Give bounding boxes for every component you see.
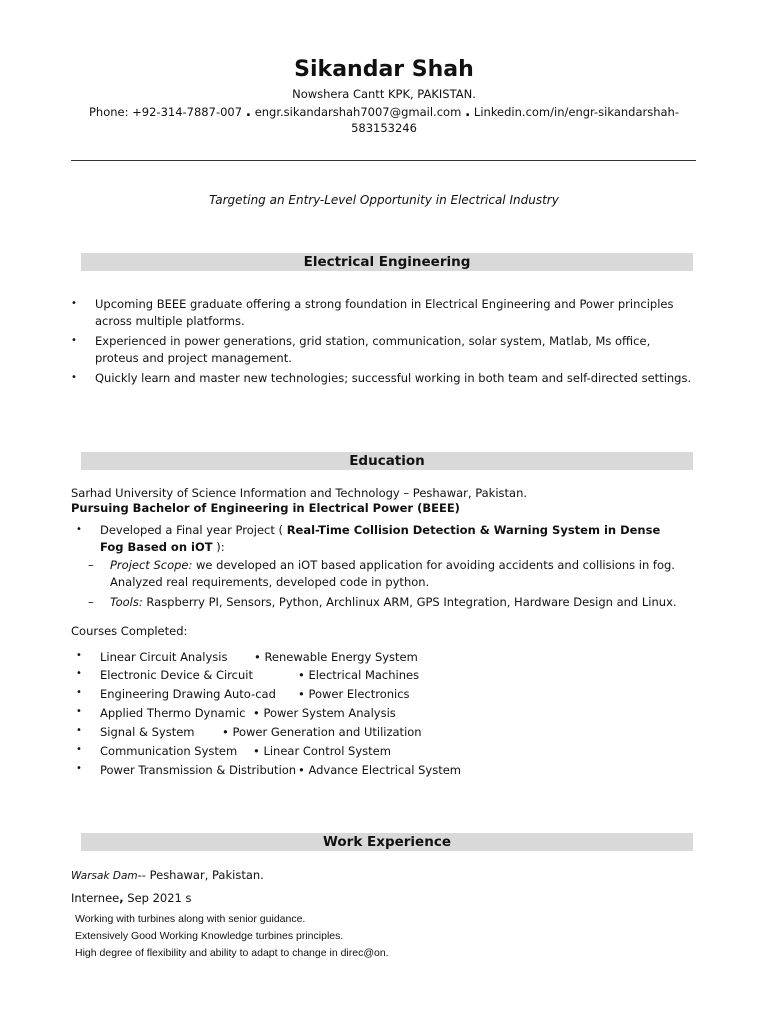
dash: – (88, 558, 94, 572)
candidate-name: Sikandar Shah (294, 57, 474, 82)
separator-dot: . (245, 104, 252, 120)
employer: Warsak Dam-- Peshawar, Pakistan. (71, 868, 264, 882)
section-heading-education: Education (81, 452, 693, 470)
resume-page: Sikandar Shah Nowshera Cantt KPK, PAKISTAN. Phone: +92-314-7887-007 . engr.sikandarshah7007@gmail.com . Linkedin.com/in/engr-sikandarshah- 583153246 Targeting an Entry-Level Opportunity in Electrical Industry Electrical Engineering • Upcoming BEEE graduate offering a strong foundation in Electrical Engineering and Power principles across multiple platforms. • Experienced in power generations, grid station, communication, solar system, Matlab, Ms office, proteus and project management. • Quickly learn and master new technologies; successful working in both team and self-directed settings. Education Sarhad University of Science Information and Technology – Peshawar, Pakistan. Pursuing Bachelor of Engineering in Electrical Power (BEEE) • Developed a Final year Project ( Real-Time Collision Detection & Warning System in Dense Fog Based on iOT ): – Project Scope: we developed an iOT based application for avoiding accidents and collisions in fog. Analyzed real requirements, developed code in python. – Tools: Raspberry PI, Sensors, Python, Archlinux ARM, GPS Integration, Hardware Design and Linux. Courses Completed: • Linear Circuit Analysis • Renewable Energy System • Electronic Device & Circuit • Electrical Machines • Engineering Drawing Auto-cad • Power Electronics • Applied Thermo Dynamic • Power System Analysis • Signal & System • Power Generation and Utilization • Communication System • Linear Control System • Power Transmission & Distribution • Advance Electrical System Work Experience Warsak Dam-- Peshawar, Pakistan. Internee, Sep 2021 s Working with turbines along with senior guidance. Extensively Good Working Knowledge turbines principles. High degree of flexibility and ability to adapt to change in direc@on. (0, 0, 768, 1024)
project-title: Real-Time Collision Detection & Warning System in Dense Fog Based on iOT (100, 523, 661, 554)
duty-item: Working with turbines along with senior guidance. (75, 913, 306, 925)
objective: Targeting an Entry-Level Opportunity in Electrical Industry (209, 193, 559, 207)
project-tools: – Tools: Raspberry PI, Sensors, Python, Archlinux ARM, GPS Integration, Hardware Design and Linux. (88, 595, 677, 609)
role: Internee, Sep 2021 s (71, 891, 192, 905)
linkedin-link-cont[interactable]: 583153246 (351, 121, 417, 135)
duty-item: High degree of flexibility and ability to adapt to change in direc@on. (75, 947, 389, 959)
project-scope: – Project Scope: we developed an iOT based application for avoiding accidents and collisions in fog. Analyzed real requirements, developed code in python. (88, 558, 675, 589)
section-heading-work: Work Experience (81, 833, 693, 851)
list-item: • Developed a Final year Project ( Real-Time Collision Detection & Warning System in Dense Fog Based on iOT ): (76, 523, 661, 554)
duty-item: Extensively Good Working Knowledge turbines principles. (75, 930, 344, 942)
bullet: • (71, 335, 77, 346)
summary-list (71, 296, 695, 391)
phone: Phone: +92-314-7887-007 (89, 105, 243, 119)
university: Sarhad University of Science Information and Technology – Peshawar, Pakistan. (71, 486, 528, 500)
separator-dot: . (464, 104, 471, 120)
section-heading-summary: Electrical Engineering (81, 253, 693, 271)
bullet: • (71, 372, 77, 383)
contact-line (84, 104, 684, 136)
list-item: • Experienced in power generations, grid station, communication, solar system, Matlab, Ms office, proteus and project management. (71, 334, 651, 365)
list-item: • Upcoming BEEE graduate offering a strong foundation in Electrical Engineering and Power principles across multiple platforms. (71, 297, 674, 328)
dash: – (88, 595, 94, 609)
bullet: • (71, 298, 77, 309)
degree: Pursuing Bachelor of Engineering in Electrical Power (BEEE) (71, 501, 460, 515)
courses-label: Courses Completed: (71, 624, 188, 638)
email-link[interactable]: engr.sikandarshah7007@gmail.com (254, 105, 462, 119)
header-divider (71, 160, 696, 161)
project-list (76, 522, 686, 559)
linkedin-link[interactable]: Linkedin.com/in/engr-sikandarshah- (473, 105, 679, 119)
address: Nowshera Cantt KPK, PAKISTAN. (292, 87, 476, 101)
bullet: • (76, 524, 82, 535)
list-item: • Quickly learn and master new technologies; successful working in both team and self-directed settings. (71, 371, 692, 385)
